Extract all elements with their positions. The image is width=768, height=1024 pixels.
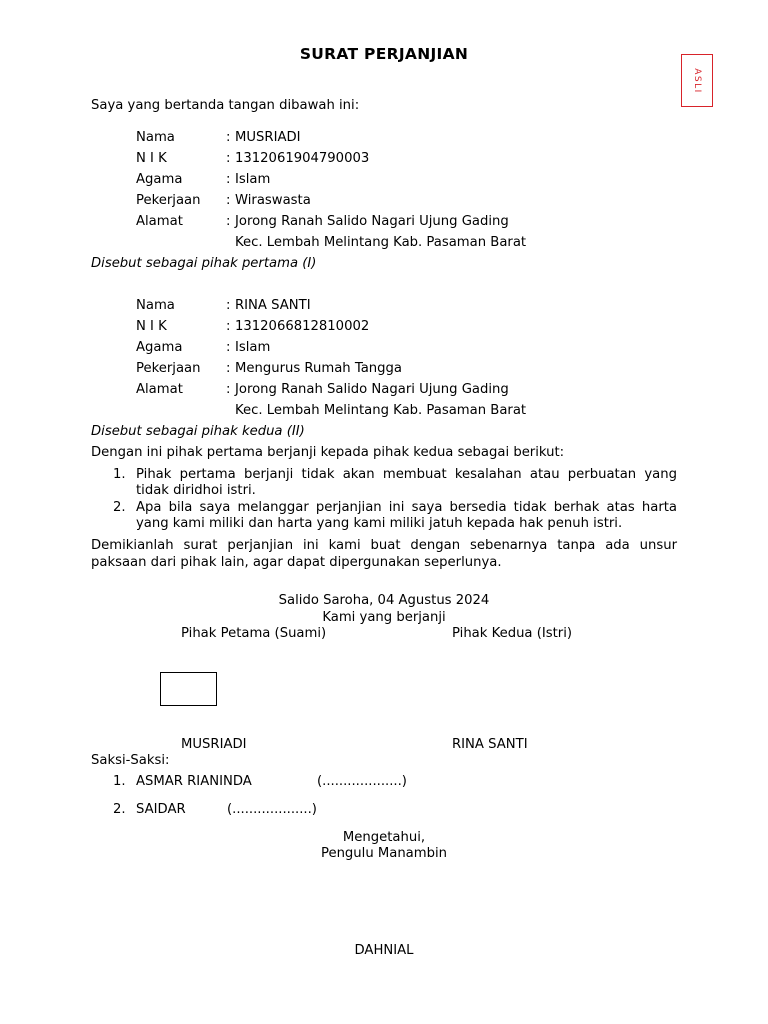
label-agama: Agama <box>136 340 183 355</box>
kami-berjanji: Kami yang berjanji <box>322 610 446 625</box>
party1-nama: MUSRIADI <box>235 130 301 145</box>
signatory-right-title: Pihak Kedua (Istri) <box>452 626 573 641</box>
list-number: 1. <box>113 774 126 789</box>
colon: : <box>226 319 231 334</box>
colon: : <box>226 214 231 229</box>
label-alamat: Alamat <box>136 214 183 229</box>
party2-designation: Disebut sebagai pihak kedua (II) <box>91 424 305 439</box>
stamp-text: ASLI <box>692 67 702 94</box>
document-title: SURAT PERJANJIAN <box>299 45 469 63</box>
label-agama: Agama <box>136 172 183 187</box>
colon: : <box>226 193 231 208</box>
witness-name: ASMAR RIANINDA <box>136 774 252 789</box>
label-pekerjaan: Pekerjaan <box>136 361 201 376</box>
witnesses-label: Saksi-Saksi: <box>91 753 170 768</box>
promise-item: Pihak pertama berjanji tidak akan membuat kesalahan atau perbuatan yang tidak diridhoi istri. <box>136 467 677 498</box>
label-pekerjaan: Pekerjaan <box>136 193 201 208</box>
party2-nama: RINA SANTI <box>235 298 311 313</box>
promise-intro: Dengan ini pihak pertama berjanji kepada pihak kedua sebagai berikut: <box>91 445 565 460</box>
label-nama: Nama <box>136 298 175 313</box>
colon: : <box>226 172 231 187</box>
list-number: 2. <box>113 802 126 817</box>
witness-name: SAIDAR <box>136 802 186 817</box>
label-nik: N I K <box>136 151 167 166</box>
party2-alamat-line2: Kec. Lembah Melintang Kab. Pasaman Barat <box>235 403 527 418</box>
colon: : <box>226 382 231 397</box>
colon: : <box>226 130 231 145</box>
list-number: 2. <box>113 500 126 515</box>
party1-nik: 1312061904790003 <box>235 151 370 166</box>
party1-designation: Disebut sebagai pihak pertama (I) <box>91 256 317 271</box>
colon: : <box>226 361 231 376</box>
mengetahui: Mengetahui, <box>342 830 426 845</box>
place-date: Salido Saroha, 04 Agustus 2024 <box>278 593 490 608</box>
colon: : <box>226 340 231 355</box>
party1-pekerjaan: Wiraswasta <box>235 193 311 208</box>
party1-alamat-line1: Jorong Ranah Salido Nagari Ujung Gading <box>235 214 509 229</box>
party1-alamat-line2: Kec. Lembah Melintang Kab. Pasaman Barat <box>235 235 527 250</box>
party2-nik: 1312066812810002 <box>235 319 370 334</box>
signatory-left-title: Pihak Petama (Suami) <box>181 626 327 641</box>
stamp-box <box>160 672 217 706</box>
label-alamat: Alamat <box>136 382 183 397</box>
pengulu-title: Pengulu Manambin <box>320 846 448 861</box>
signatory-left-name: MUSRIADI <box>181 737 247 752</box>
witness-signature-line: (...................) <box>317 774 407 789</box>
asli-stamp <box>681 54 713 107</box>
label-nama: Nama <box>136 130 175 145</box>
party2-agama: Islam <box>235 340 271 355</box>
label-nik: N I K <box>136 319 167 334</box>
pengulu-name: DAHNIAL <box>354 943 414 958</box>
party2-alamat-line1: Jorong Ranah Salido Nagari Ujung Gading <box>235 382 509 397</box>
signatory-right-name: RINA SANTI <box>452 737 528 752</box>
party2-pekerjaan: Mengurus Rumah Tangga <box>235 361 402 376</box>
colon: : <box>226 151 231 166</box>
colon: : <box>226 298 231 313</box>
list-number: 1. <box>113 467 126 482</box>
closing-paragraph: Demikianlah surat perjanjian ini kami buat dengan sebenarnya tanpa ada unsur paksaan dari pihak lain, agar dapat dipergunakan seperlunya. <box>91 538 677 570</box>
promise-item: Apa bila saya melanggar perjanjian ini saya bersedia tidak berhak atas harta yang kami miliki dan harta yang kami miliki jatuh kepada hak penuh istri. <box>136 500 677 531</box>
intro-text: Saya yang bertanda tangan dibawah ini: <box>91 98 360 113</box>
party1-agama: Islam <box>235 172 271 187</box>
witness-signature-line: (...................) <box>227 802 317 817</box>
